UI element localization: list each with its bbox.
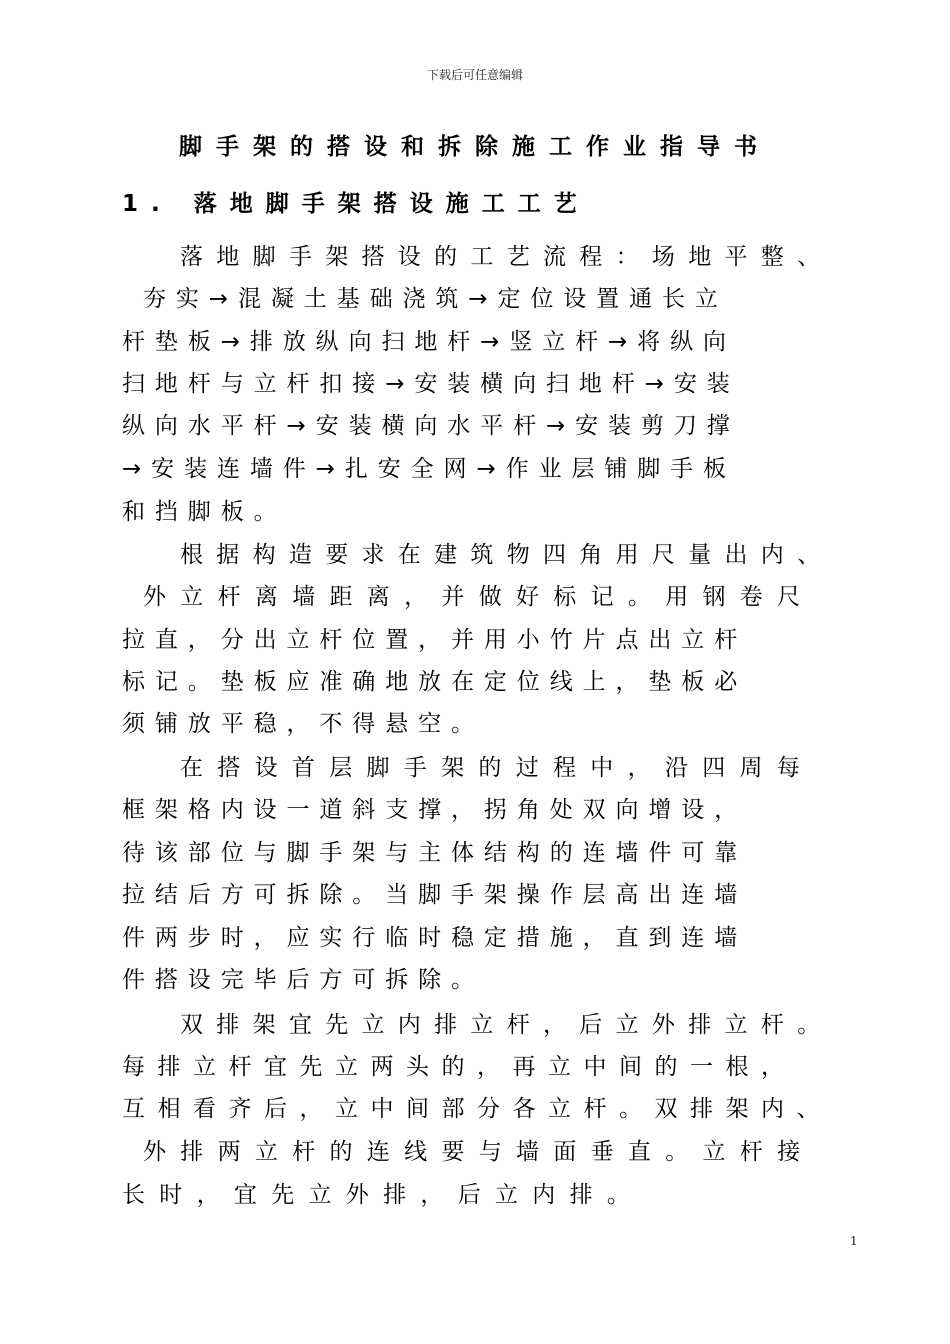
body-line: 每排立杆宜先立两头的，再立中间的一根， <box>122 1054 797 1080</box>
body-line: 标记。垫板应准确地放在定位线上，垫板必 <box>122 669 748 695</box>
body-line: 长时，宜先立外排，后立内排。 <box>122 1182 645 1208</box>
body-line: 落地脚手架搭设的工艺流程：场地平整、 <box>180 244 834 270</box>
body-line: 双排架宜先立内排立杆，后立外排立杆。 <box>180 1012 834 1038</box>
page-header: 下载后可任意编辑 <box>426 68 523 82</box>
body-line: 件搭设完毕后方可拆除。 <box>122 967 484 993</box>
body-line: 须铺放平稳，不得悬空。 <box>122 711 484 737</box>
body-line: 根据构造要求在建筑物四角用尺量出内、 <box>180 542 834 568</box>
body-line: 扫地杆与立杆扣接→安装横向扫地杆→安装 <box>122 371 740 397</box>
body-line: 杆垫板→排放纵向扫地杆→竖立杆→将纵向 <box>122 329 736 355</box>
body-line: 拉结后方可拆除。当脚手架操作层高出连墙 <box>122 882 748 908</box>
body-line: 待该部位与脚手架与主体结构的连墙件可靠 <box>122 840 748 866</box>
body-line: 互相看齐后，立中间部分各立杆。双排架内、 <box>122 1096 832 1122</box>
body-line: →安装连墙件→扎安全网→作业层铺脚手板 <box>122 456 736 482</box>
body-line: 夯实→混凝土基础浇筑→定位设置通长立 <box>143 286 728 312</box>
body-line: 和挡脚板。 <box>122 499 287 525</box>
body-line: 在搭设首层脚手架的过程中，沿四周每 <box>180 755 815 781</box>
body-line: 拉直，分出立杆位置，并用小竹片点出立杆 <box>122 627 748 653</box>
body-line: 外立杆离墙距离，并做好标记。用钢卷尺 <box>143 584 815 610</box>
document-title: 脚手架的搭设和拆除施工作业指导书 <box>179 134 771 160</box>
page-number: 1 <box>850 1234 858 1248</box>
body-line: 框架格内设一道斜支撑，拐角处双向增设， <box>122 797 748 823</box>
section-heading: 1. 落地脚手架搭设施工工艺 <box>122 191 590 217</box>
body-line: 纵向水平杆→安装横向水平杆→安装剪刀撑 <box>122 413 740 439</box>
body-line: 件两步时，应实行临时稳定措施，直到连墙 <box>122 925 748 951</box>
body-line: 外排两立杆的连线要与墙面垂直。立杆接 <box>143 1139 815 1165</box>
